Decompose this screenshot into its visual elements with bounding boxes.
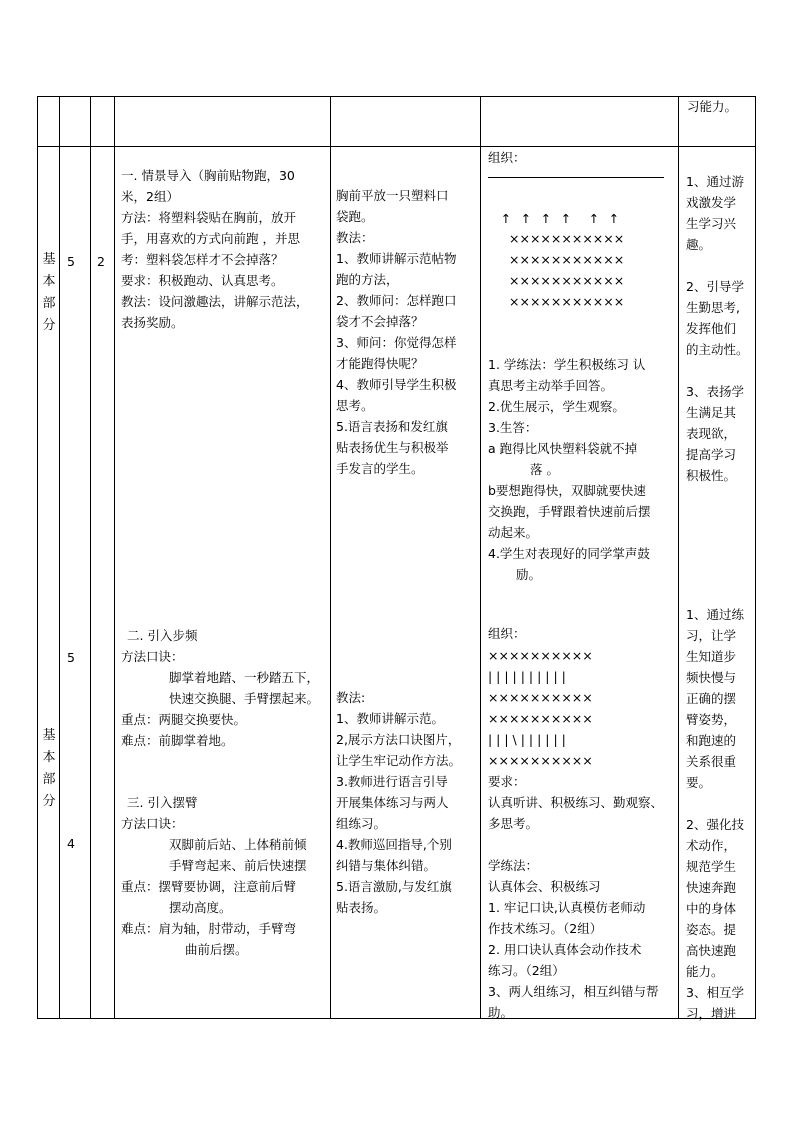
content-line: 摆动高度。 xyxy=(169,900,232,915)
purpose-line: 关系很重 xyxy=(686,754,737,769)
time-count: 5 xyxy=(67,254,75,269)
content-line: 二. 引入步频 xyxy=(127,628,198,643)
purpose-line: 要。 xyxy=(686,775,712,790)
teacher-line: 让学生牢记动作方法。 xyxy=(336,753,462,768)
time-count: 5 xyxy=(67,650,75,665)
part-label-char: 本 xyxy=(42,750,56,765)
group-count: 2 xyxy=(97,254,105,269)
content-line: 双脚前后站、上体稍前倾 xyxy=(169,837,307,852)
student-line: 2. 用口诀认真体会动作技术 xyxy=(488,942,642,957)
col-divider xyxy=(59,97,60,1018)
up-arrow-icon: ↑ xyxy=(540,211,552,226)
purpose-line: 习，增进 xyxy=(686,1006,737,1021)
purpose-line: 生学习兴 xyxy=(686,216,737,231)
purpose-line: 发挥他们 xyxy=(686,321,737,336)
content-line: 三. 引入摆臂 xyxy=(127,795,198,810)
purpose-line: 术动作， xyxy=(686,838,737,853)
content-line: 难点：前脚掌着地。 xyxy=(121,733,234,748)
teacher-line: 胸前平放一只塑料口 xyxy=(336,188,449,203)
teacher-line: 才能跑得快呢？ xyxy=(336,356,424,371)
purpose-line: 高快速跑 xyxy=(686,943,737,958)
purpose-line: 臂姿势， xyxy=(686,712,737,727)
content-line: 难点：肩为轴，肘带动，手臂弯 xyxy=(121,921,297,936)
col-divider xyxy=(678,97,679,1018)
part-label-char: 基 xyxy=(42,252,56,267)
student-line: 4.学生对表现好的同学掌声鼓 xyxy=(488,546,650,561)
organization-ruler xyxy=(488,177,664,178)
teacher-line: 2、教师问：怎样跑口 xyxy=(336,293,457,308)
student-line: 落 。 xyxy=(530,462,559,477)
teacher-line: 袋才不会掉落？ xyxy=(336,314,424,329)
purpose-line: 中的身体 xyxy=(686,901,737,916)
purpose-line: 2、引导学 xyxy=(686,279,744,294)
purpose-line: 3、相互学 xyxy=(686,985,744,1000)
purpose-line: 姿态。提 xyxy=(686,922,737,937)
content-line: 手臂弯起来、前后快速摆 xyxy=(169,858,307,873)
purpose-line: 的主动性。 xyxy=(686,342,749,357)
col-divider xyxy=(90,97,91,1018)
purpose-line: 1、通过游 xyxy=(686,174,744,189)
purpose-line: 生知道步 xyxy=(686,649,737,664)
col-divider xyxy=(114,97,115,1018)
content-line: 一. 情景导入（胸前贴物跑，30 xyxy=(121,168,295,183)
student-line: 励。 xyxy=(516,567,542,582)
teacher-line: 4.教师巡回指导,个别 xyxy=(336,837,452,852)
lesson-plan-table xyxy=(37,96,756,1019)
direction-arrows xyxy=(496,209,624,229)
student-line: 认真体会、积极练习 xyxy=(488,879,601,894)
student-line: 1. 牢记口诀,认真模仿老师动 xyxy=(488,900,646,915)
teacher-line: 4、教师引导学生积极 xyxy=(336,377,457,392)
formation-row: ××××××××××× xyxy=(509,294,625,309)
part-label-char: 部 xyxy=(42,772,56,787)
organization-label: 组织： xyxy=(488,626,526,641)
teacher-line: 2,展示方法口诀图片， xyxy=(336,732,461,747)
purpose-line: 趣。 xyxy=(686,237,712,252)
up-arrow-icon: ↑ xyxy=(500,211,512,226)
teacher-line: 跑的方法， xyxy=(336,272,399,287)
teacher-line: 教法： xyxy=(336,230,374,245)
purpose-line: 积极性。 xyxy=(686,468,737,483)
teacher-line: 纠错与集体纠错。 xyxy=(336,858,437,873)
formation-row: ×××××××××× xyxy=(488,711,593,726)
purpose-line: 2、强化技 xyxy=(686,817,744,832)
part-label-char: 本 xyxy=(42,274,56,289)
student-line: 助。 xyxy=(488,1005,514,1020)
content-line: 米，2组） xyxy=(121,189,179,204)
organization-label: 组织： xyxy=(488,150,526,165)
content-line: 表扬奖励。 xyxy=(121,315,184,330)
teacher-line: 袋跑。 xyxy=(336,209,374,224)
teacher-line: 教法: xyxy=(336,690,366,705)
purpose-line: 频快慢与 xyxy=(686,670,737,685)
student-line: 3.生答： xyxy=(488,420,538,435)
student-line: b要想跑得快，双脚就要快速 xyxy=(488,483,646,498)
content-line: 脚掌着地踏、一秒踏五下， xyxy=(169,670,320,685)
student-line: 3、两人组练习，相互纠错与帮 xyxy=(488,984,659,999)
content-line: 要求：积极跑动、认真思考。 xyxy=(121,273,284,288)
up-arrow-icon: ↑ xyxy=(588,211,600,226)
formation-row: ×××××××××× xyxy=(488,648,593,663)
purpose-line: 快速奔跑 xyxy=(686,880,737,895)
teacher-line: 思考。 xyxy=(336,398,374,413)
purpose-line: 生勤思考, xyxy=(686,300,740,315)
up-arrow-icon: ↑ xyxy=(560,211,572,226)
section-part-label xyxy=(41,725,57,813)
formation-row: ××××××××××× xyxy=(509,252,625,267)
student-line: 交换跑，手臂跟着快速前后摆 xyxy=(488,504,651,519)
purpose-line: 提高学习 xyxy=(686,447,737,462)
content-line: 方法口诀： xyxy=(121,649,184,664)
student-line: 2.优生展示，学生观察。 xyxy=(488,399,625,414)
purpose-text-top: 习能力。 xyxy=(687,99,738,114)
up-arrow-icon: ↑ xyxy=(608,211,620,226)
row-divider xyxy=(38,146,755,147)
part-label-char: 分 xyxy=(42,794,56,809)
student-line: 1. 学练法：学生积极练习 认 xyxy=(488,357,646,372)
content-line: 重点：摆臂要协调，注意前后臂 xyxy=(121,879,297,894)
group-count: 4 xyxy=(67,836,75,851)
teacher-line: 5.语言激励,与发红旗 xyxy=(336,879,452,894)
purpose-line: 习，让学 xyxy=(686,628,737,643)
purpose-line: 规范学生 xyxy=(686,859,737,874)
student-line: 认真听讲、积极练习、勤观察、 xyxy=(488,795,664,810)
content-line: 曲前后摆。 xyxy=(185,942,248,957)
formation-row: ×××××××××× xyxy=(488,753,593,768)
formation-row: | | | \ | | | | | | xyxy=(488,732,566,747)
teacher-line: 1、教师讲解示范帖物 xyxy=(336,251,457,266)
purpose-line: 和跑速的 xyxy=(686,733,737,748)
student-line: 动起来。 xyxy=(488,525,539,540)
content-line: 重点：两腿交换要快。 xyxy=(121,712,247,727)
content-line: 快速交换腿、手臂摆起来。 xyxy=(169,691,320,706)
col-divider xyxy=(330,97,331,1018)
section-part-label xyxy=(41,249,57,337)
formation-row: ××××××××××× xyxy=(509,231,625,246)
purpose-line: 生满足其 xyxy=(686,405,737,420)
formation-row: ××××××××××× xyxy=(509,273,625,288)
purpose-line: 能力。 xyxy=(686,964,724,979)
part-label-char: 分 xyxy=(42,318,56,333)
student-line: a 跑得比风快塑料袋就不掉 xyxy=(488,441,638,456)
teacher-line: 组练习。 xyxy=(336,816,387,831)
purpose-line: 戏激发学 xyxy=(686,195,737,210)
content-line: 教法：设问激趣法，讲解示范法， xyxy=(121,294,309,309)
formation-row: | | | | | | | | | | xyxy=(488,669,566,684)
student-line: 真思考主动举手回答。 xyxy=(488,378,614,393)
student-line: 练习。（2组） xyxy=(488,963,565,978)
student-line: 要求： xyxy=(488,774,526,789)
teacher-line: 3、师问：你觉得怎样 xyxy=(336,335,457,350)
teacher-line: 1、教师讲解示范。 xyxy=(336,711,444,726)
formation-row: ×××××××××× xyxy=(488,690,593,705)
student-line: 学练法： xyxy=(488,858,539,873)
content-line: 考：塑料袋怎样才不会掉落？ xyxy=(121,252,284,267)
teacher-line: 贴表扬。 xyxy=(336,900,387,915)
purpose-line: 3、表扬学 xyxy=(686,384,744,399)
purpose-line: 正确的摆 xyxy=(686,691,737,706)
student-line: 作技术练习。（2组） xyxy=(488,921,603,936)
content-line: 方法口诀： xyxy=(121,816,184,831)
teacher-line: 手发言的学生。 xyxy=(336,461,424,476)
teacher-line: 开展集体练习与两人 xyxy=(336,795,449,810)
part-label-char: 基 xyxy=(42,728,56,743)
content-line: 方法：将塑料袋贴在胸前，放开 xyxy=(121,210,297,225)
teacher-line: 贴表扬优生与积极举 xyxy=(336,440,449,455)
up-arrow-icon: ↑ xyxy=(520,211,532,226)
teacher-line: 3.教师进行语言引导 xyxy=(336,774,448,789)
teacher-line: 5.语言表扬和发红旗 xyxy=(336,419,448,434)
content-line: 手，用喜欢的方式向前跑 ，并思 xyxy=(121,231,300,246)
purpose-line: 1、通过练 xyxy=(686,607,744,622)
part-label-char: 部 xyxy=(42,296,56,311)
col-divider xyxy=(480,97,481,1018)
student-line: 多思考。 xyxy=(488,816,539,831)
purpose-line: 表现欲， xyxy=(686,426,737,441)
